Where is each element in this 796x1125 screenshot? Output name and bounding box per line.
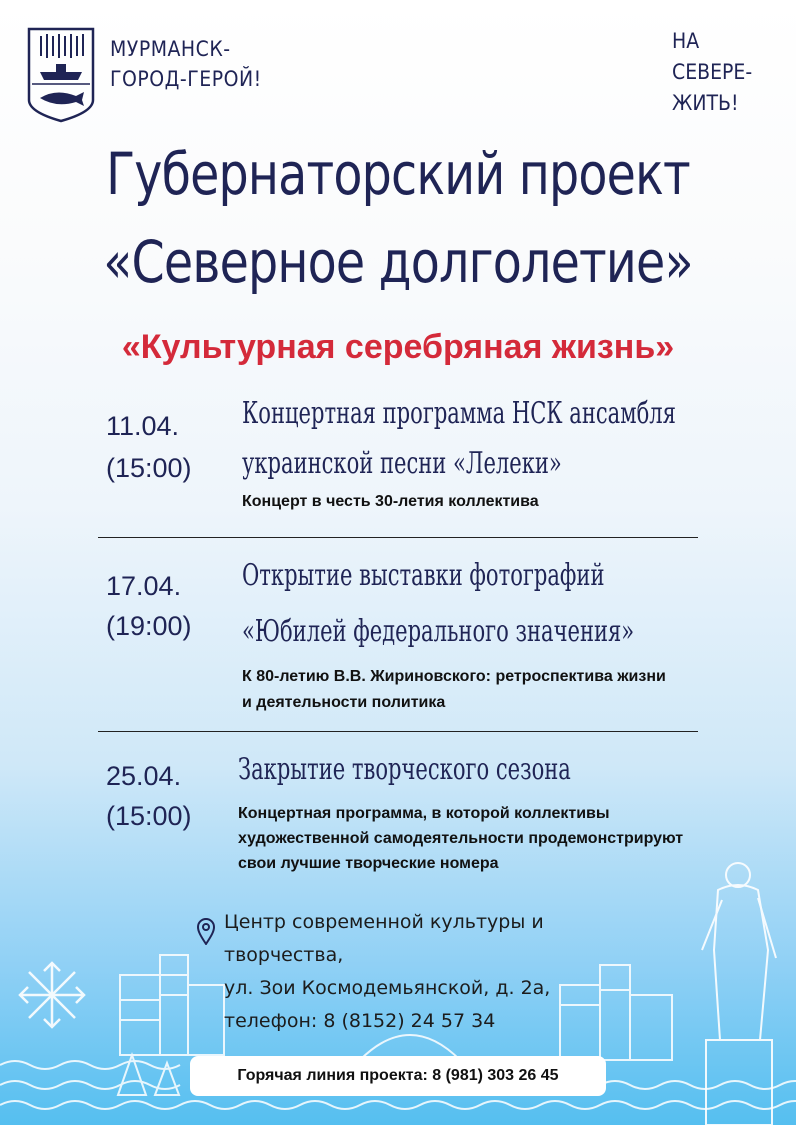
project-title-line2: «Северное долголетие» — [103, 228, 693, 296]
program-subtitle: «Культурная серебряная жизнь» — [121, 328, 675, 366]
event-date: 25.04. — [106, 761, 182, 791]
venue-address — [224, 906, 550, 1038]
divider — [98, 731, 698, 732]
venue-line: Центр современной культуры и — [224, 911, 544, 933]
event-description: и деятельности политика — [242, 694, 446, 711]
event-description: свои лучшие творческие номера — [238, 855, 499, 872]
event-title: Концертная программа НСК ансамбля — [242, 396, 676, 431]
event-title: украинской песни «Лелеки» — [242, 446, 562, 481]
event-time: (15:00) — [106, 453, 192, 483]
event-title: Закрытие творческого сезона — [238, 752, 571, 787]
north-slogan-line: СЕВЕРЕ- — [672, 60, 753, 84]
venue-line: ул. Зои Космодемьянской, д. 2а, — [224, 977, 551, 999]
city-slogan-line: МУРМАНСК- — [110, 37, 231, 61]
event-description: Концертная программа, в которой коллективы — [238, 805, 610, 822]
monument-icon — [702, 863, 776, 1125]
event-description: Концерт в честь 30-летия коллектива — [242, 493, 539, 510]
venue-line: творчества, — [224, 944, 344, 966]
divider — [98, 537, 698, 538]
north-slogan-line: ЖИТЬ! — [672, 91, 739, 115]
event-date: 11.04. — [106, 411, 180, 441]
event-time: (15:00) — [106, 801, 192, 831]
coat-of-arms-icon — [26, 26, 96, 124]
venue-phone: телефон: 8 (8152) 24 57 34 — [224, 1010, 496, 1032]
event-description: художественной самодеятельности продемонстрируют — [238, 830, 684, 847]
project-title-line1: Губернаторский проект — [106, 140, 690, 208]
event-time: (19:00) — [106, 611, 192, 641]
snowflake-icon — [20, 963, 84, 1027]
location-pin-icon — [196, 917, 216, 945]
event-title: Открытие выставки фотографий — [242, 558, 605, 593]
north-slogan-line: НА — [672, 29, 700, 53]
event-description: К 80-летию В.В. Жириновского: ретроспектива жизни — [242, 668, 666, 685]
hotline-banner: Горячая линия проекта: 8 (981) 303 26 45 — [190, 1056, 606, 1096]
city-slogan-line: ГОРОД-ГЕРОЙ! — [110, 67, 262, 91]
north-slogan — [672, 26, 762, 119]
event-date: 17.04. — [106, 571, 182, 601]
city-slogan — [110, 34, 262, 94]
event-title: «Юбилей федерального значения» — [242, 614, 635, 649]
